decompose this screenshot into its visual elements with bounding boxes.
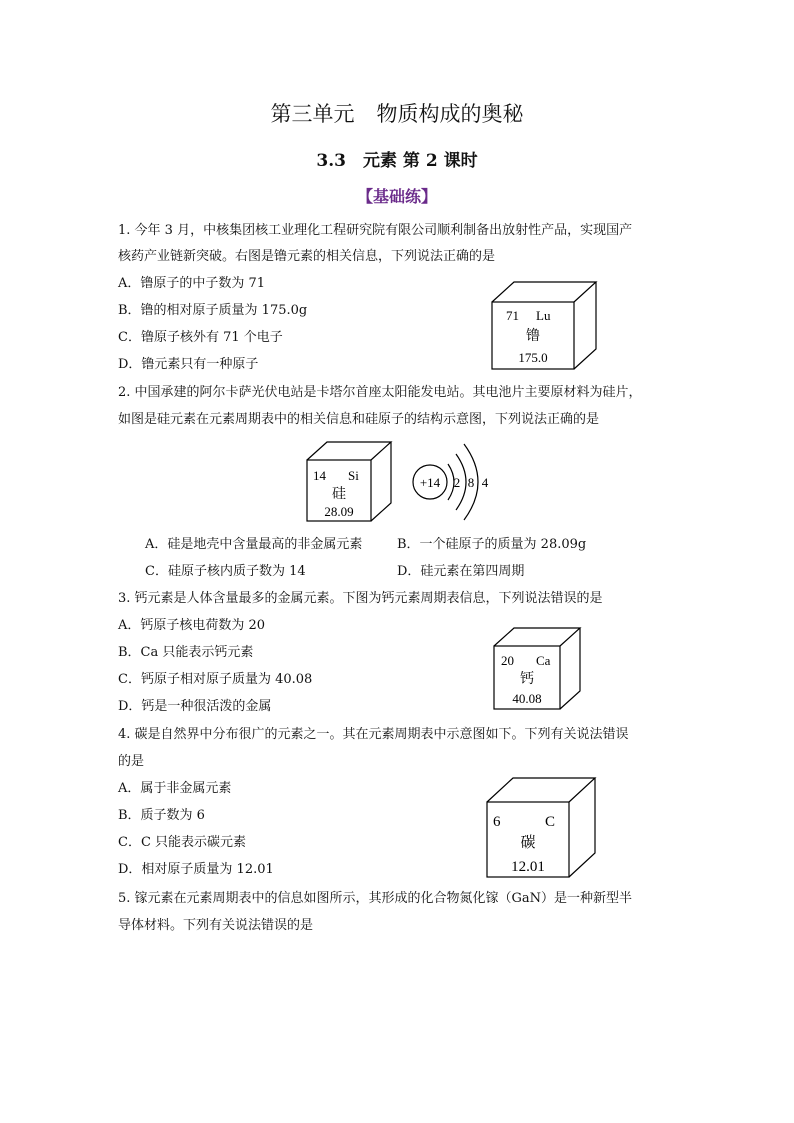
option-c: C．镥原子核外有 71 个电子: [118, 330, 283, 345]
element-tile-silicon: [305, 440, 395, 524]
question-1-line-2: 核药产业链新突破。右图是镥元素的相关信息，下列说法正确的是: [118, 249, 496, 264]
option-d: D．相对原子质量为 12.01: [118, 862, 274, 877]
nucleus-charge: +14: [419, 475, 441, 490]
section-heading: 【基础练】: [356, 187, 437, 206]
title-part2: 物质构成的奥秘: [376, 102, 524, 126]
element-name: 硅: [332, 487, 346, 502]
option-c: C．硅原子核内质子数为 14: [145, 564, 306, 579]
lesson-subtitle: 3.3 元素 第 2 课时: [316, 151, 478, 171]
option-a: A．硅是地壳中含量最高的非金属元素: [145, 537, 363, 552]
element-symbol: Si: [348, 468, 359, 483]
question-5-line-2: 导体材料。下列有关说法错误的是: [118, 918, 314, 933]
question-4-line-1: 4. 碳是自然界中分布很广的元素之一。其在元素周期表中示意图如下。下列有关说法错误: [118, 727, 629, 742]
option-a: A．属于非金属元素: [118, 781, 232, 796]
element-mass: 175.0: [518, 350, 548, 365]
question-3-line-1: 3. 钙元素是人体含量最多的金属元素。下图为钙元素周期表信息，下列说法错误的是: [118, 591, 603, 606]
element-number: 6: [493, 814, 501, 830]
element-mass: 28.09: [324, 504, 354, 519]
page-title: [0, 98, 794, 128]
question-5-line-1: 5. 镓元素在元素周期表中的信息如图所示，其形成的化合物氮化镓（GaN）是一种新型半: [118, 891, 633, 906]
element-name: 碳: [520, 835, 536, 851]
option-d: D．硅元素在第四周期: [397, 564, 525, 579]
title-part1: 第三单元: [270, 102, 355, 126]
option-c: C．C 只能表示碳元素: [118, 835, 247, 850]
element-name: 镥: [526, 329, 540, 344]
element-tile-carbon: [485, 776, 597, 880]
element-mass: 12.01: [511, 859, 545, 875]
element-symbol: Ca: [536, 653, 551, 668]
shell-electrons-3: 4: [481, 475, 489, 490]
element-tile-calcium: [492, 626, 582, 712]
option-a: A．镥原子的中子数为 71: [118, 276, 266, 291]
element-name: 钙: [520, 672, 534, 687]
question-1-line-1: 1. 今年 3 月，中核集团核工业理化工程研究院有限公司顺利制备出放射性产品，实现国产: [118, 223, 633, 238]
option-b: B．一个硅原子的质量为 28.09g: [397, 537, 587, 552]
silicon-atom-structure-diagram: [410, 440, 500, 524]
option-a: A．钙原子核电荷数为 20: [118, 618, 266, 633]
option-b: B．质子数为 6: [118, 808, 205, 823]
option-c: C．钙原子相对原子质量为 40.08: [118, 672, 313, 687]
element-mass: 40.08: [512, 691, 542, 706]
element-symbol: C: [545, 814, 556, 830]
element-symbol: Lu: [536, 308, 551, 323]
shell-electrons-1: 2: [453, 475, 461, 490]
question-2-line-1: 2. 中国承建的阿尔卡萨光伏电站是卡塔尔首座太阳能发电站。其电池片主要原材料为硅片，: [118, 385, 642, 400]
option-d: D．镥元素只有一种原子: [118, 357, 259, 372]
element-number: 20: [501, 653, 514, 668]
option-b: B．镥的相对原子质量为 175.0g: [118, 303, 308, 318]
option-d: D．钙是一种很活泼的金属: [118, 699, 272, 714]
shell-electrons-2: 8: [467, 475, 475, 490]
option-b: B．Ca 只能表示钙元素: [118, 645, 254, 660]
question-4-line-2: 的是: [118, 754, 145, 769]
element-number: 71: [506, 308, 519, 323]
element-number: 14: [313, 468, 326, 483]
element-tile-lutetium: [490, 280, 600, 372]
question-2-line-2: 如图是硅元素在元素周期表中的相关信息和硅原子的结构示意图，下列说法正确的是: [118, 412, 600, 427]
